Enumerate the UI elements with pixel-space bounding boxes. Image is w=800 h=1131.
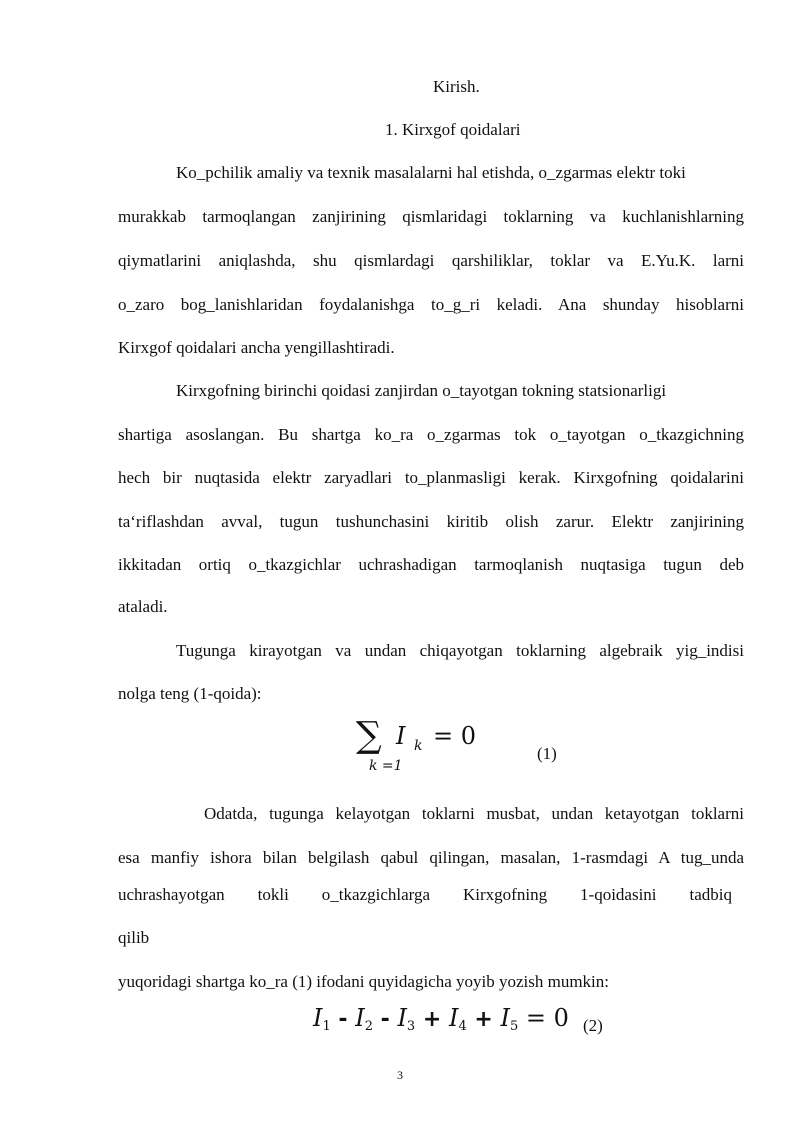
eq1-rhs: = 0 xyxy=(433,722,477,750)
text-line: yuqoridagi shartga ko_ra (1) ifodani quyidagicha yoyib yozish mumkin: xyxy=(118,972,610,991)
eq2-operator: + xyxy=(466,1007,501,1032)
eq2-rhs: = 0 xyxy=(518,1004,569,1032)
subsection-title: 1. Kirxgof qoidalari xyxy=(385,120,521,139)
text-line: uchrashayotgan tokli o_tkazgichlarga Kirxgofning 1-qoidasini tadbiq xyxy=(118,885,732,904)
eq2-subscript: 5 xyxy=(509,1019,519,1034)
eq2-subscript: 4 xyxy=(458,1019,467,1034)
eq2-variable: I xyxy=(397,1004,407,1032)
eq1-variable: I xyxy=(396,722,406,750)
eq1-lower-limit: k =1 xyxy=(369,758,403,774)
text-line: ataladi. xyxy=(118,597,168,616)
eq1-subscript: k xyxy=(414,738,423,754)
eq2-operator: + xyxy=(415,1007,449,1032)
text-line: qilib xyxy=(118,928,150,947)
text-line: Tugunga kirayotgan va undan chiqayotgan toklarning algebraik yig_indisi xyxy=(176,641,744,660)
text-line: ikkitadan ortiq o_tkazgichlar uchrashadigan tarmoqlanish nuqtasiga tugun deb xyxy=(118,555,744,574)
text-line: qiymatlarini aniqlashda, shu qismlardagi qarshiliklar, toklar va E.Yu.K. larni xyxy=(118,251,744,270)
text-line: Kirxgof qoidalari ancha yengillashtiradi. xyxy=(118,338,395,357)
eq2-variable: I xyxy=(313,1004,323,1032)
text-line: Kirxgofning birinchi qoidasi zanjirdan o_tayotgan tokning statsionarligi xyxy=(176,381,667,400)
text-line: Odatda, tugunga kelayotgan toklarni musbat, undan ketayotgan toklarni xyxy=(204,804,744,823)
sum-symbol: ∑ xyxy=(356,715,382,756)
eq2-subscript: 3 xyxy=(406,1019,416,1034)
equation-2 xyxy=(313,1004,569,1044)
eq2-number: (2) xyxy=(583,1016,603,1035)
eq2-subscript: 1 xyxy=(322,1019,331,1034)
eq2-operator: - xyxy=(330,1007,356,1032)
text-line: hech bir nuqtasida elektr zaryadlari to_planmasligi kerak. Kirxgofning qoidalarini xyxy=(118,468,744,487)
page-number: 3 xyxy=(397,1068,403,1082)
text-line: o_zaro bog_lanishlaridan foydalanishga to_g_ri keladi. Ana shunday hisoblarni xyxy=(118,295,744,314)
eq1-number: (1) xyxy=(537,744,557,763)
eq2-subscript: 2 xyxy=(364,1019,373,1034)
eq2-operator: - xyxy=(372,1007,398,1032)
eq2-variable: I xyxy=(355,1004,365,1032)
section-title: Kirish. xyxy=(433,77,480,96)
text-line: shartiga asoslangan. Bu shartga ko_ra o_zgarmas tok o_tayotgan o_tkazgichning xyxy=(118,425,744,444)
eq2-variable: I xyxy=(448,1004,459,1032)
text-line: esa manfiy ishora bilan belgilash qabul qilingan, masalan, 1-rasmdagi A tug_unda xyxy=(118,848,744,867)
text-line: Ko_pchilik amaliy va texnik masalalarni hal etishda, o_zgarmas elektr toki xyxy=(176,163,686,182)
text-line: nolga teng (1-qoida): xyxy=(118,684,262,703)
eq2-variable: I xyxy=(500,1004,510,1032)
text-line: ta‘riflashdan avval, tugun tushunchasini kiritib olish zarur. Elektr zanjirining xyxy=(118,512,744,531)
text-line: murakkab tarmoqlangan zanjirining qismlaridagi toklarning va kuchlanishlarning xyxy=(118,207,744,226)
